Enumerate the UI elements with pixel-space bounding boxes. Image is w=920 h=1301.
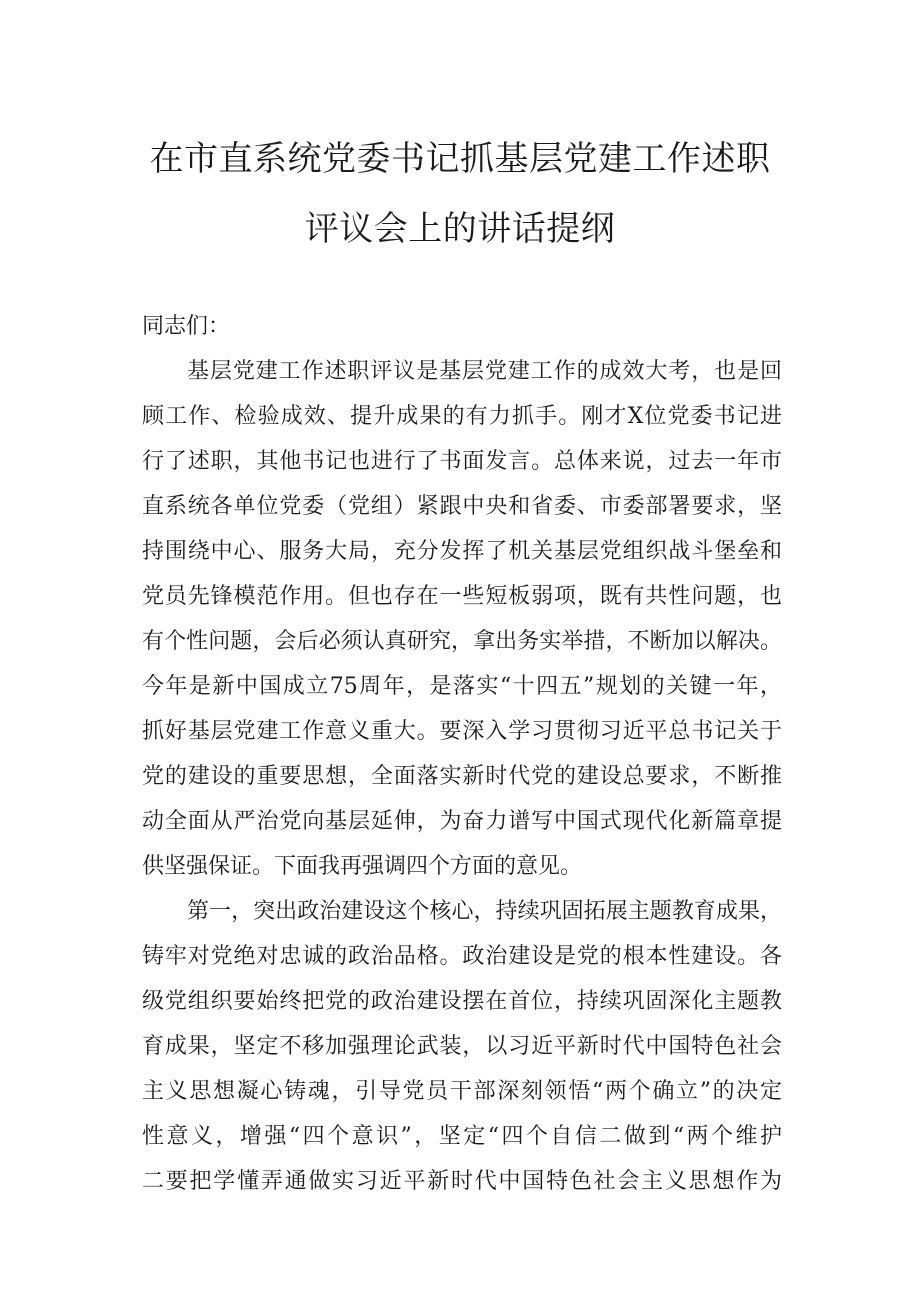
paragraph-line: 今年是新中国成立75周年，是落实“十四五”规划的关键一年， [142,674,782,699]
paragraph-line: 顾工作、检验成效、提升成果的有力抓手。刚才X位党委书记进 [142,404,782,429]
paragraph-line: 主义思想凝心铸魂，引导党员干部深刻领悟“两个确立”的决定 [142,1079,782,1104]
paragraph-line: 行了述职，其他书记也进行了书面发言。总体来说，过去一年市 [142,449,782,474]
paragraph-line: 有个性问题，会后必须认真研究，拿出务实举措，不断加以解决。 [142,629,782,654]
paragraph-line: 党的建设的重要思想，全面落实新时代党的建设总要求，不断推 [142,764,782,789]
paragraph-line: 基层党建工作述职评议是基层党建工作的成效大考，也是回 [187,359,782,384]
salutation: 同志们： [142,314,231,339]
paragraph-line: 党员先锋模范作用。但也存在一些短板弱项，既有共性问题，也 [142,584,782,609]
paragraph-line: 铸牢对党绝对忠诚的政治品格。政治建设是党的根本性建设。各 [142,944,782,969]
paragraph-line: 供坚强保证。下面我再强调四个方面的意见。 [142,854,583,879]
paragraph-line: 性意义，增强“四个意识”，坚定“四个自信二做到“两个维护 [142,1124,782,1149]
document-title-line-2: 评议会上的讲话提纲 [304,209,616,249]
paragraph-line: 二要把学懂弄通做实习近平新时代中国特色社会主义思想作为 [142,1169,782,1194]
paragraph-line: 级党组织要始终把党的政治建设摆在首位，持续巩固深化主题教 [142,989,782,1014]
paragraph-line: 持围绕中心、服务大局，充分发挥了机关基层党组织战斗堡垒和 [142,539,782,564]
paragraph-line: 第一，突出政治建设这个核心，持续巩固拓展主题教育成果， [187,899,782,924]
paragraph-line: 直系统各单位党委（党组）紧跟中央和省委、市委部署要求，坚 [142,494,782,519]
paragraph-line: 动全面从严治党向基层延伸，为奋力谱写中国式现代化新篇章提 [142,809,782,834]
paragraph-line: 抓好基层党建工作意义重大。要深入学习贯彻习近平总书记关于 [142,719,782,744]
paragraph-line: 育成果，坚定不移加强理论武装，以习近平新时代中国特色社会 [142,1034,782,1059]
document-title-line-1: 在市直系统党委书记抓基层党建工作述职 [149,139,771,179]
